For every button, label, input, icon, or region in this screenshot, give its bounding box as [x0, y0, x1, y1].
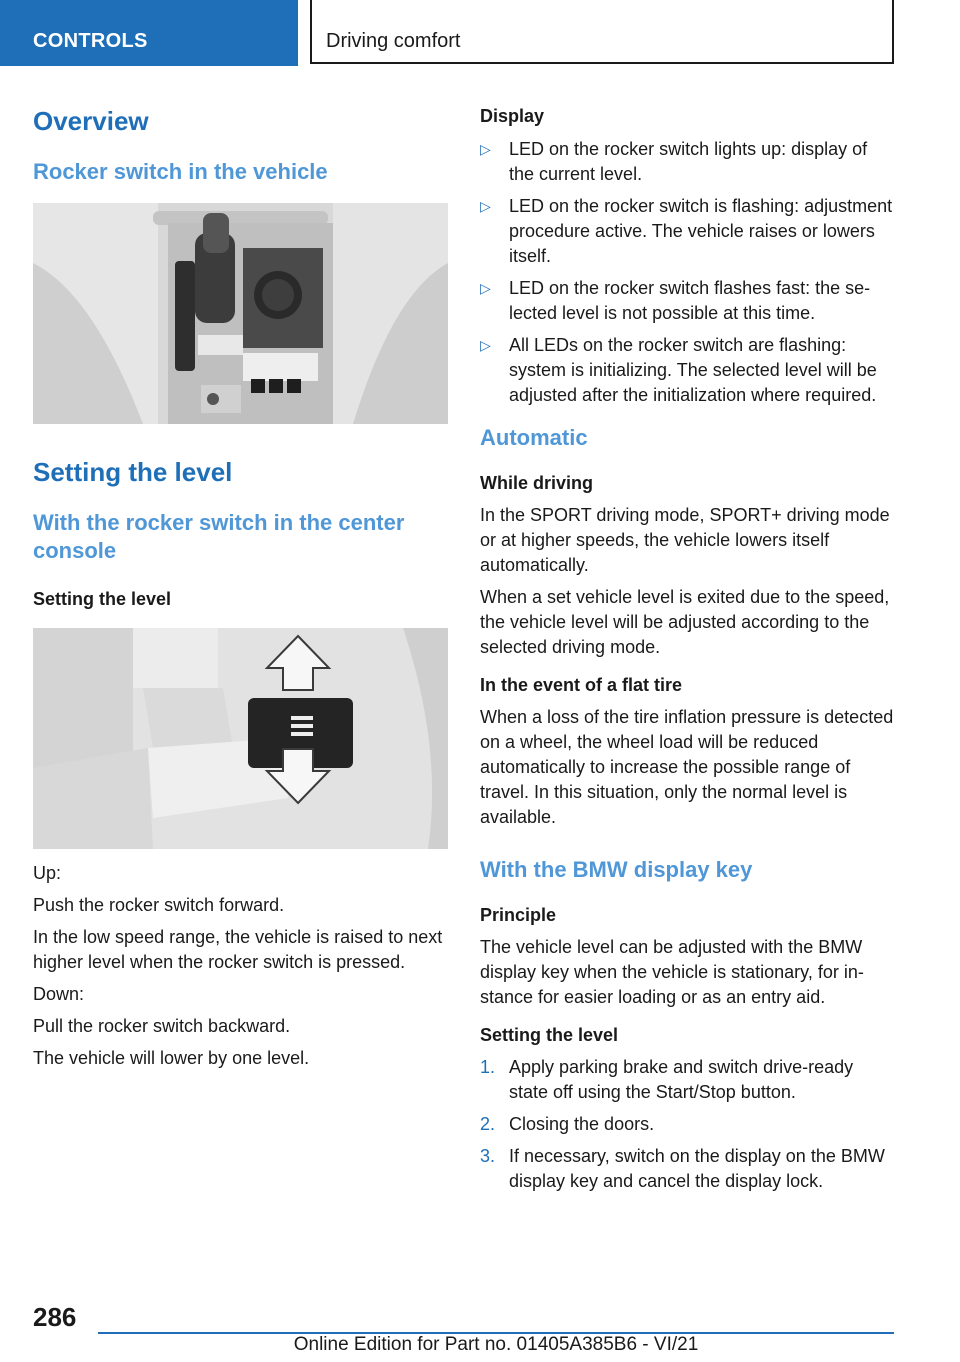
- instruction-lower: The vehicle will lower by one level.: [33, 1048, 310, 1068]
- list-item: 3. If necessary, switch on the display on the BMW display key and cancel the display lock.: [480, 1146, 885, 1191]
- triangle-bullet-icon: ▷: [480, 198, 491, 214]
- center-console-heading: With the rocker switch in the center console: [33, 510, 405, 563]
- display-list: [480, 137, 896, 408]
- rocker-switch-heading: Rocker switch in the vehicle: [33, 159, 328, 184]
- instruction-down-text: Pull the rocker switch backward.: [33, 1016, 291, 1036]
- triangle-bullet-icon: ▷: [480, 141, 491, 157]
- automatic-heading: Automatic: [480, 425, 588, 450]
- triangle-bullet-icon: ▷: [480, 337, 491, 353]
- principle-heading: Principle: [480, 905, 557, 925]
- right-column: [480, 100, 896, 1201]
- list-item: ▷ LED on the rocker switch lights up: display of the current level.: [480, 139, 868, 184]
- edition-text: Online Edition for Part no. 01405A385B6 - VI/21: [293, 1334, 699, 1355]
- section-tab: [0, 0, 298, 66]
- rocker-switch-illustration: [33, 628, 448, 849]
- list-item: ▷ LED on the rocker switch flashes fast: the selected level is not possible at this time.: [480, 278, 871, 323]
- section-title: CONTROLS: [33, 30, 148, 52]
- instruction-up-text: Push the rocker switch forward.: [33, 895, 285, 915]
- setting-level-steps-heading: Setting the level: [480, 1025, 619, 1045]
- rocker-instructions: [33, 861, 448, 1071]
- list-item: ▷ All LEDs on the rocker switch are flashing: system is initializing. The selected level will be adjusted after the initialization where required.: [480, 335, 877, 405]
- page-number: 286: [33, 1302, 77, 1332]
- triangle-bullet-icon: ▷: [480, 280, 491, 296]
- setting-level-subheading: Setting the level: [33, 589, 172, 609]
- while-driving-text-2: When a set vehicle level is exited due to the speed, the vehicle level will be adjusted according to the selected driving mode.: [480, 587, 890, 657]
- list-item: 2. Closing the doors.: [480, 1114, 655, 1134]
- flat-tire-heading: In the event of a flat tire: [480, 675, 683, 695]
- display-heading: Display: [480, 106, 545, 126]
- setting-level-heading: Setting the level: [33, 457, 233, 487]
- left-column: [33, 100, 448, 1071]
- setting-steps: [480, 1055, 896, 1194]
- instruction-low-speed: In the low speed range, the vehicle is raised to next higher level when the rocker switch is pressed.: [33, 927, 443, 972]
- center-console-illustration: [33, 203, 448, 424]
- list-item: ▷ LED on the rocker switch is flashing: adjustment procedure active. The vehicle raises or lowers itself.: [480, 196, 893, 266]
- while-driving-text-1: In the SPORT driving mode, SPORT+ driving mode or at higher speeds, the vehicle lowers itself automatically.: [480, 505, 890, 575]
- chapter-title: Driving comfort: [326, 30, 461, 52]
- while-driving-heading: While driving: [480, 473, 594, 493]
- center-console-image: [33, 203, 448, 424]
- rocker-switch-image: [33, 628, 448, 849]
- overview-heading: Overview: [33, 106, 149, 136]
- display-key-heading: With the BMW display key: [480, 857, 753, 882]
- flat-tire-text: When a loss of the tire inflation pressure is detected on a wheel, the wheel load will be reduced automatically to increase the possible range of travel. In this situation, only the normal level is available.: [480, 707, 894, 827]
- page-header: [0, 0, 960, 66]
- page-footer: [0, 1296, 960, 1362]
- list-item: 1. Apply parking brake and switch drive-ready state off using the Start/Stop button.: [480, 1057, 854, 1102]
- instruction-down-label: Down:: [33, 984, 85, 1004]
- principle-text: The vehicle level can be adjusted with the BMW display key when the vehicle is stationary, for instance for easier loading or as an entry aid.: [480, 937, 864, 1007]
- chapter-tab: [310, 0, 894, 64]
- instruction-up-label: Up:: [33, 863, 62, 883]
